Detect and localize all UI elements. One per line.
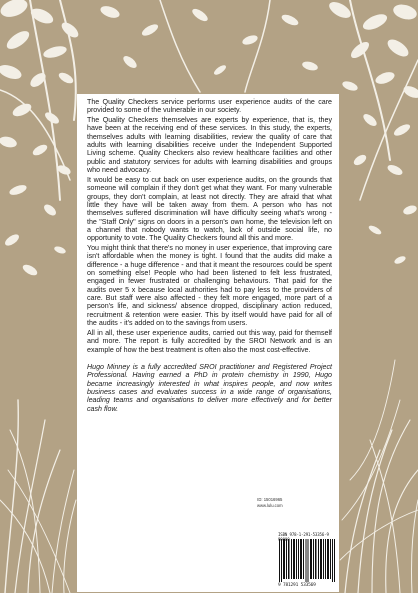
barcode-bars — [279, 539, 336, 582]
lulu-id: ID: 15016965 — [257, 497, 283, 502]
author-bio: Hugo Minney is a fully accredited SROI practitioner and Registered Project Professional. Having earned a PhD in protein chemistry in 1990, Hugo became increasingly interested in what inspires people, and now writes business cases and evaluates success in a wide range of organisations, leading teams and organisations to deliver more effectively and for better cash flow. — [87, 362, 332, 413]
publisher-id — [257, 497, 283, 508]
isbn-text: ISBN 978-1-291-53356-9 — [278, 532, 329, 537]
isbn-digits: 9 781291 533569 — [278, 583, 316, 588]
paragraph-savings: You might think that there's no money in user experience, that improving care isn't affordable when the money is tight. I found that the audits did make a difference - a huge difference - and that it meant the resources could be spent on something else! People who had been listened to felt less frustrated, engaged in fewer frustrated or challenging behaviours. That paid for the audits over 5 x because local authorities had to pay less to the providers of care. But staff were also affected - they felt more engaged, more part of a person's life, and sickness/ absence dropped, disciplinary action reduced, recruitment & retention were easier. This by itself would have paid for all of the audits - it's added on to the savings from users. — [87, 244, 332, 328]
paragraph-conclusion: All in all, these user experience audits, carried out this way, paid for themself and more. The report is fully accredited by the SROI Network and is an example of how the best treatment is often also the most cost-effective. — [87, 328, 332, 354]
lulu-site: www.lulu.com — [257, 502, 283, 508]
blurb-text — [87, 98, 332, 414]
isbn-barcode — [276, 531, 339, 592]
paragraph-vulnerable: It would be easy to cut back on user experience audits, on the grounds that someone will complain if they don't get what they want. For many vulnerable groups, they don't complain, at least not directly. They are afraid that what little they have will be taken away from them. A person who has not themselves suffered discrimination will have difficulty seeing what's wrong - the "Staff Only" signs on doors in a person's own home, the television left on a channel that nobody wants to watch, lack of outside social life, no opportunity to vote. The Quality Checkers found all this and more. — [87, 175, 332, 243]
paragraph-intro: The Quality Checkers service performs user experience audits of the care provided to some of the vulnerable in our society. — [87, 98, 332, 115]
paragraph-experts: The Quality Checkers themselves are experts by experience, that is, they have been at the receiving end of these services. In this study, the experts, themselves adults with learning disabilities, review the quality of care that adults with learning disabilities receive under the Independent Supported Living scheme. Quality Checkers also review healthcare facilities and other public and statutory services for adults with learning disabilities and groups who need advocacy. — [87, 116, 332, 175]
